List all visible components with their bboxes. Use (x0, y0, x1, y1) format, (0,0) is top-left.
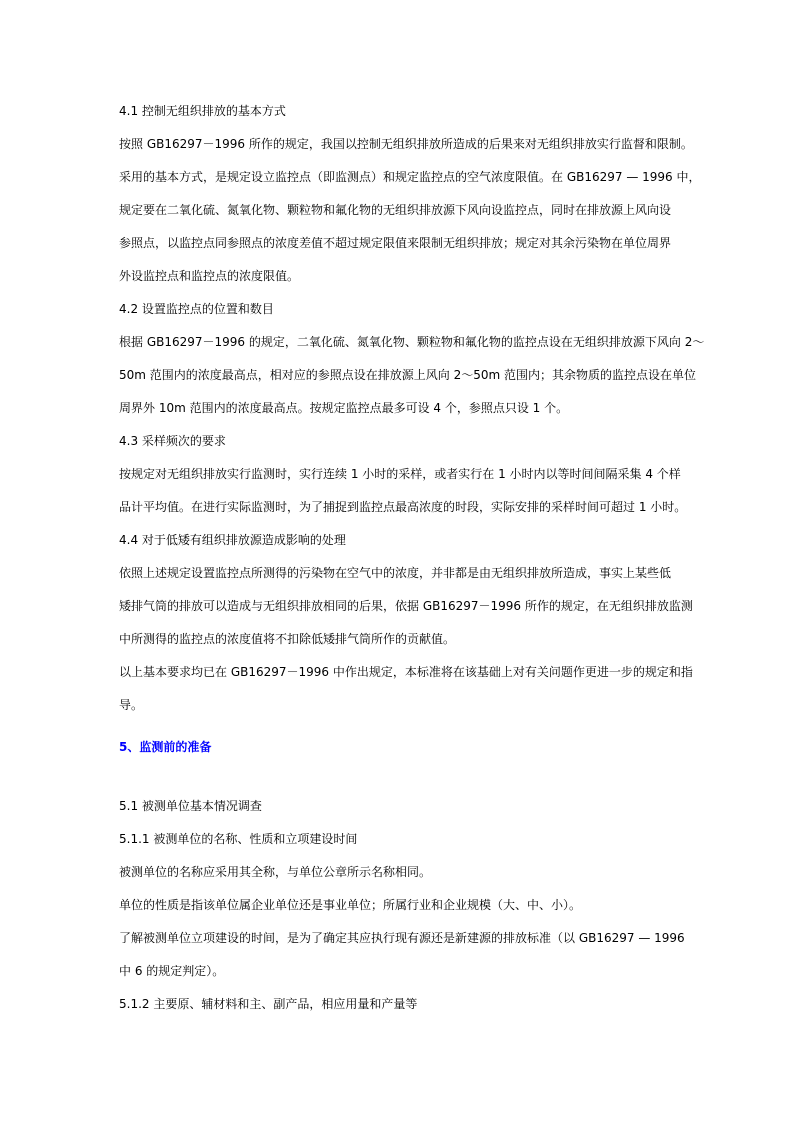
paragraph-line: 按规定对无组织排放实行监测时，实行连续 1 小时的采样，或者实行在 1 小时内以等时间间隔采集 4 个样 (119, 467, 681, 481)
paragraph-line: 品计平均值。在进行实际监测时，为了捕捉到监控点最高浓度的时段，实际安排的采样时间可超过 1 小时。 (119, 500, 687, 514)
paragraph-line: 按照 GB16297－1996 所作的规定，我国以控制无组织排放所造成的后果来对无组织排放实行监督和限制。 (119, 137, 693, 151)
paragraph-line: 参照点，以监控点同参照点的浓度差值不超过规定限值来限制无组织排放；规定对其余污染物在单位周界 (119, 236, 672, 250)
paragraph (119, 930, 685, 979)
paragraph-line: 依照上述规定设置监控点所测得的污染物在空气中的浓度，并非都是由无组织排放所造成，事实上某些低 (119, 566, 672, 580)
paragraph (119, 565, 693, 647)
paragraph-line: 50m 范围内的浓度最高点，相对应的参照点设在排放源上风向 2～50m 范围内；其余物质的监控点设在单位 (119, 368, 696, 382)
subsection-heading: 4.2 设置监控点的位置和数目 (119, 302, 274, 316)
paragraph-line: 采用的基本方式，是规定设立监控点（即监测点）和规定监控点的空气浓度限值。在 GB16297 — 1996 中， (119, 170, 701, 184)
subsection-heading: 4.4 对于低矮有组织排放源造成影响的处理 (119, 533, 346, 547)
paragraph-line: 以上基本要求均已在 GB16297－1996 中作出规定，本标准将在该基础上对有关问题作更进一步的规定和指 (119, 665, 693, 679)
section-title: 5、监测前的准备 (119, 740, 212, 754)
paragraph-line: 单位的性质是指该单位属企业单位还是事业单位；所属行业和企业规模（大、中、小）。 (119, 898, 582, 912)
paragraph-line: 周界外 10m 范围内的浓度最高点。按规定监控点最多可设 4 个，参照点只设 1 个。 (119, 401, 569, 415)
paragraph-line: 中所测得的监控点的浓度值将不扣除低矮排气筒所作的贡献值。 (119, 632, 456, 646)
paragraph-line: 外设监控点和监控点的浓度限值。 (119, 269, 300, 283)
subsection-heading: 5.1.2 主要原、辅材料和主、副产品，相应用量和产量等 (119, 997, 418, 1011)
document-body (119, 103, 705, 1029)
paragraph-line: 了解被测单位立项建设的时间，是为了确定其应执行现有源还是新建源的排放标准（以 GB16297 — 1996 (119, 931, 685, 945)
paragraph (119, 897, 679, 913)
paragraph-line: 被测单位的名称应采用其全称，与单位公章所示名称相同。 (119, 865, 432, 879)
paragraph-line: 中 6 的规定判定）。 (119, 964, 225, 978)
paragraph-line: 规定要在二氧化硫、氮氧化物、颗粒物和氟化物的无组织排放源下风向设监控点，同时在排放源上风向设 (119, 203, 672, 217)
subsection-heading: 5.1.1 被测单位的名称、性质和立项建设时间 (119, 832, 358, 846)
paragraph (119, 466, 687, 515)
paragraph-line: 导。 (119, 698, 144, 712)
paragraph (119, 864, 679, 880)
paragraph (119, 169, 701, 284)
paragraph-line: 根据 GB16297－1996 的规定，二氧化硫、氮氧化物、颗粒物和氟化物的监控点设在无组织排放源下风向 2～ (119, 335, 705, 349)
subsection-heading: 4.1 控制无组织排放的基本方式 (119, 104, 286, 118)
subsection-heading: 5.1 被测单位基本情况调查 (119, 799, 262, 813)
subsection-heading: 4.3 采样频次的要求 (119, 434, 226, 448)
paragraph (119, 136, 693, 152)
paragraph (119, 334, 705, 416)
paragraph-line: 矮排气筒的排放可以造成与无组织排放相同的后果，依据 GB16297－1996 所作的规定，在无组织排放监测 (119, 599, 693, 613)
paragraph (119, 664, 693, 713)
